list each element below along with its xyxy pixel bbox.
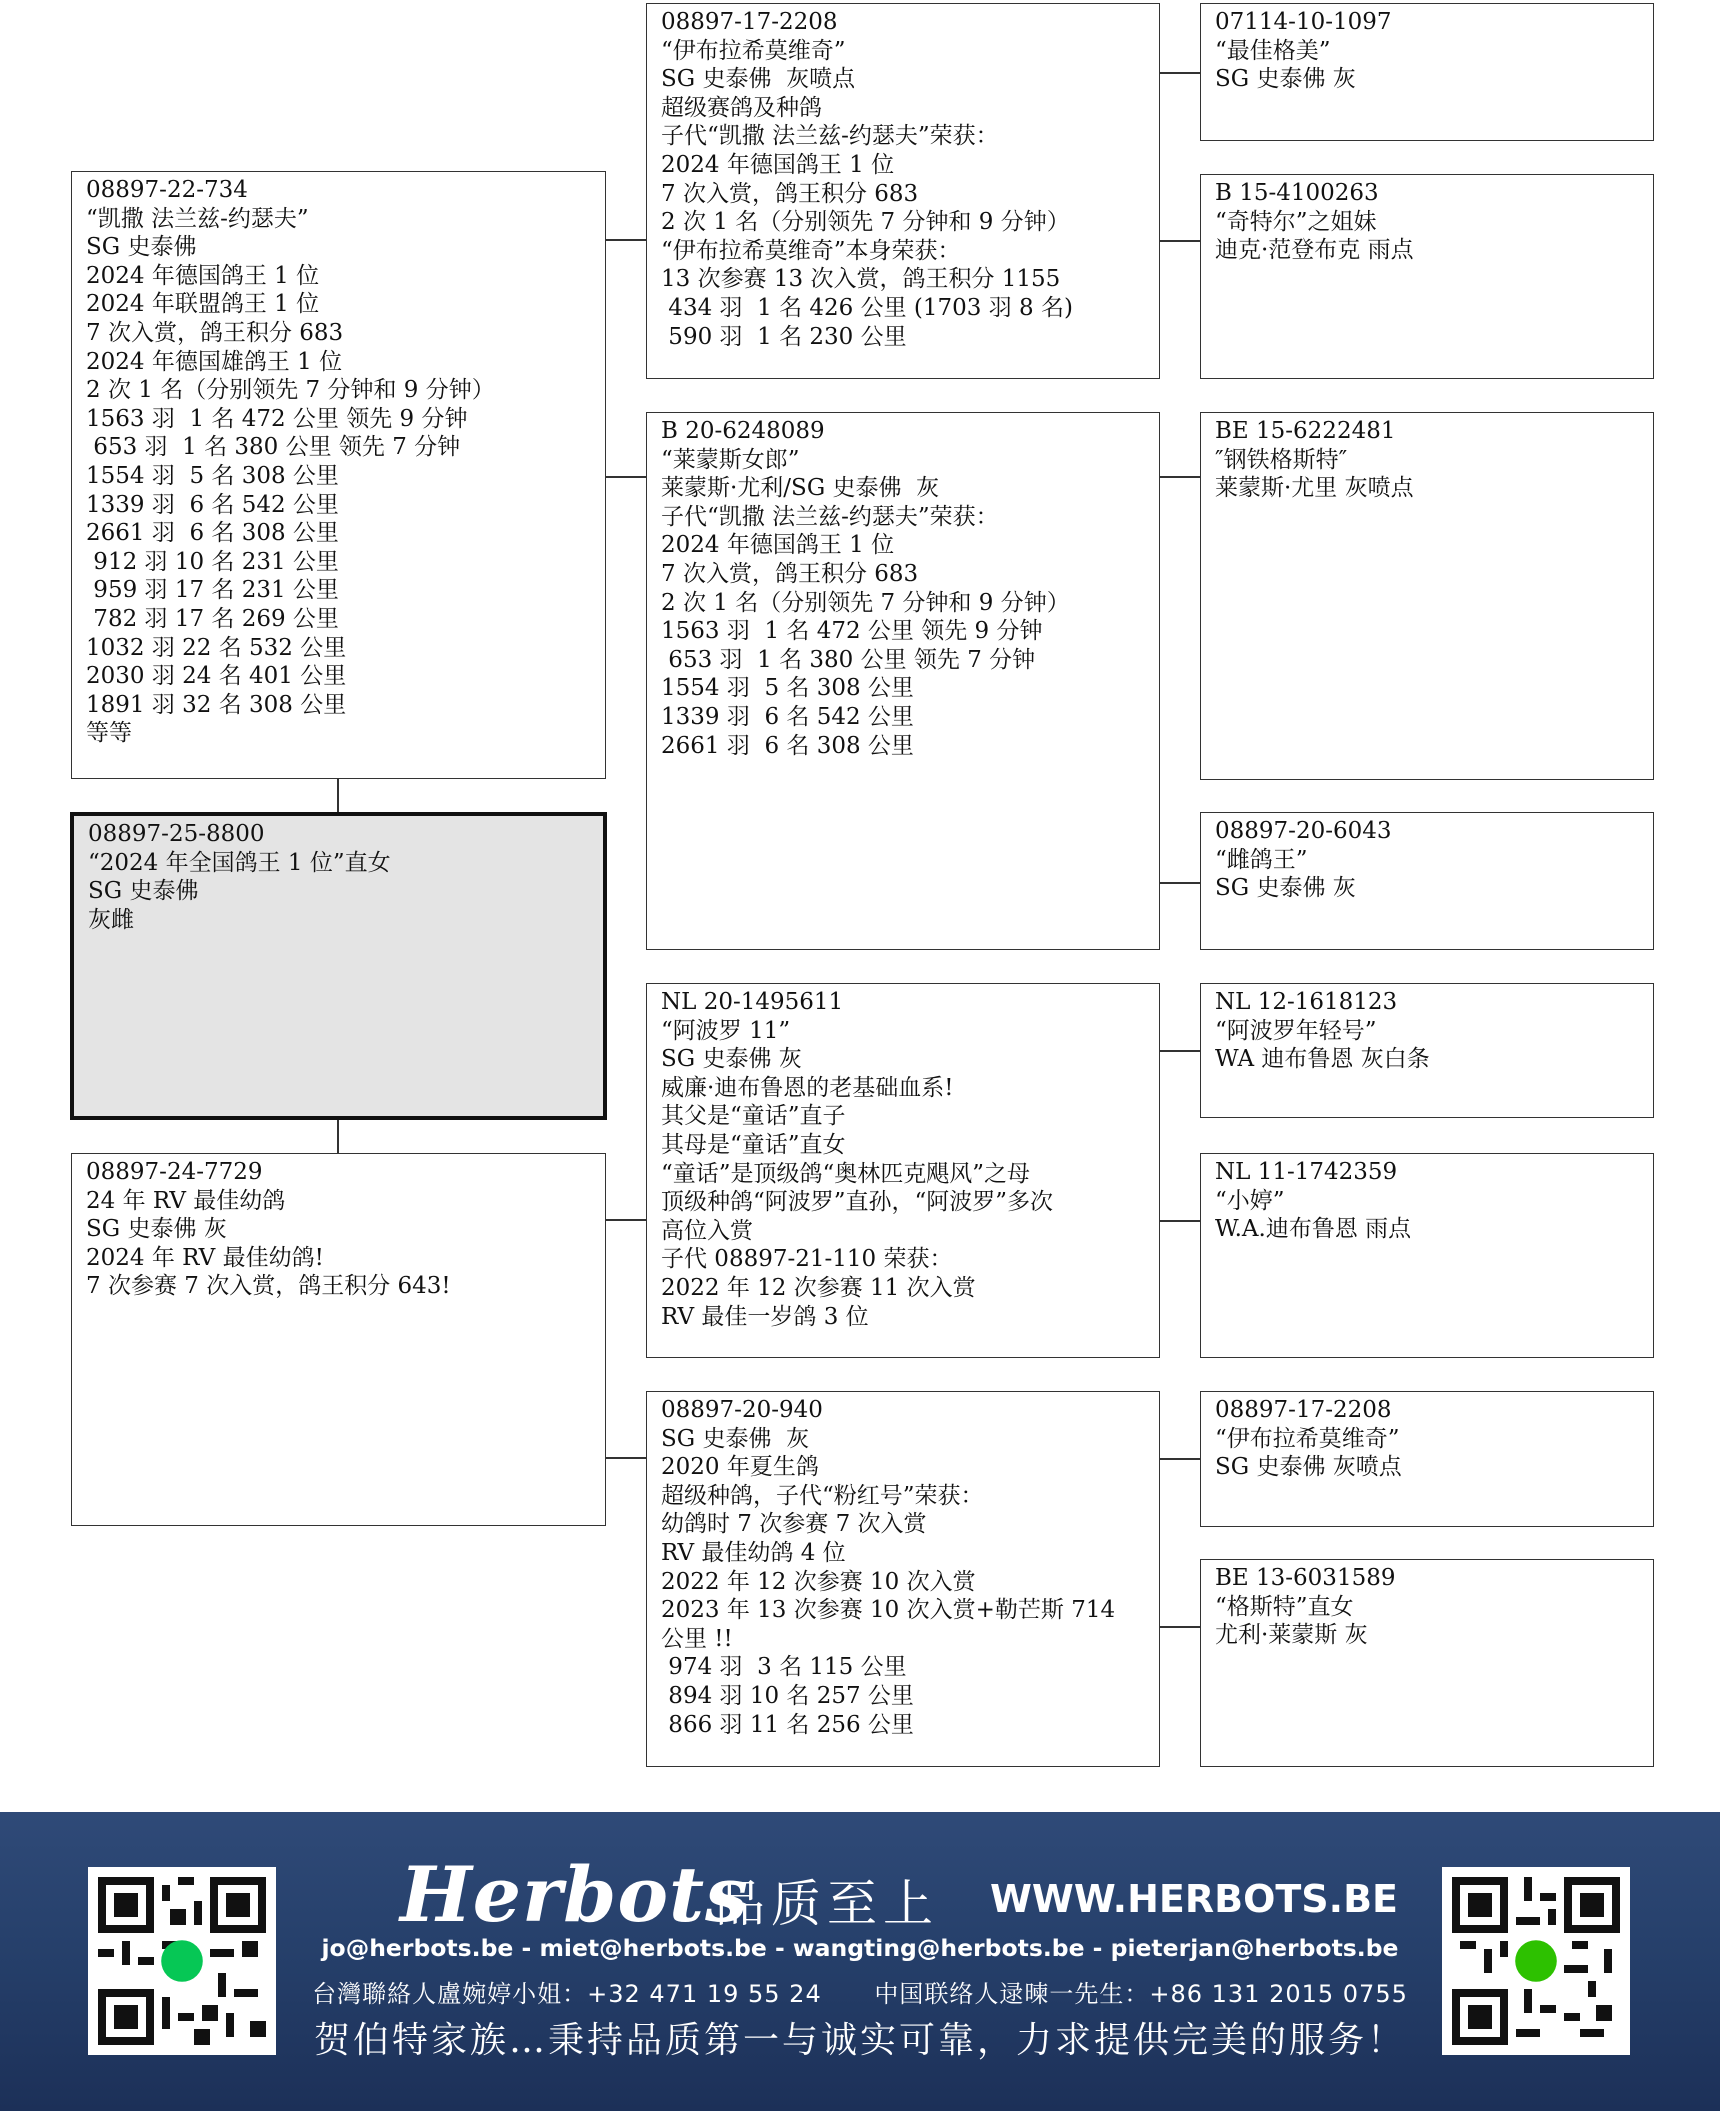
subject-card	[70, 812, 607, 1120]
pedigree-text-line: W.A.迪布鲁恩 雨点	[1215, 1216, 1412, 1243]
pedigree-text-line: 灰雌	[88, 906, 134, 933]
ggparent-card-6	[1200, 1153, 1654, 1358]
pedigree-text-line: 2 次 1 名（分别领先 7 分钟和 9 分钟）	[661, 209, 1070, 236]
dam-card	[71, 1153, 606, 1526]
pedigree-text-line: SG 史泰佛 灰	[1215, 66, 1356, 93]
herbots-logo: Herbots	[400, 1850, 749, 1939]
pedigree-text-line: SG 史泰佛	[88, 878, 199, 905]
ggparent-card-7	[1200, 1391, 1654, 1527]
ggparent-card-3	[1200, 412, 1654, 780]
pedigree-text-line: 912 羽 10 名 231 公里	[86, 548, 339, 575]
pedigree-text-line: SG 史泰佛 灰喷点	[1215, 1454, 1402, 1481]
pedigree-text-line: 1563 羽 1 名 472 公里 领先 9 分钟	[661, 618, 1043, 645]
pedigree-text-line: 08897-17-2208	[661, 9, 838, 35]
pedigree-text-line: 2024 年 RV 最佳幼鸽!	[86, 1244, 324, 1271]
pedigree-text-line: “伊布拉希莫维奇”	[1215, 1425, 1400, 1452]
pedigree-text-line: 幼鸽时 7 次参赛 7 次入赏	[661, 1511, 927, 1538]
pedigree-text-line: 其父是“童话”直子	[661, 1103, 846, 1130]
pedigree-text-line: BE 13-6031589	[1215, 1565, 1396, 1591]
ggparent-card-2	[1200, 174, 1654, 379]
pedigree-text-line: 590 羽 1 名 230 公里	[661, 323, 907, 350]
pedigree-text-line: “凯撒 法兰兹-约瑟夫”	[86, 205, 309, 232]
pedigree-text-line: NL 20-1495611	[661, 989, 844, 1015]
pedigree-text-line: 866 羽 11 名 256 公里	[661, 1711, 914, 1738]
pedigree-text-line: “格斯特”直女	[1215, 1593, 1354, 1620]
pedigree-text-line: 08897-24-7729	[86, 1159, 263, 1185]
pedigree-text-line: “童话”是顶级鸽“奥林匹克飓风”之母	[661, 1160, 1031, 1187]
pedigree-text-line: 子代 08897-21-110 荣获：	[661, 1246, 953, 1273]
pedigree-text-line: 2022 年 12 次参赛 11 次入赏	[661, 1274, 976, 1301]
pedigree-text-line: 2024 年德国雄鸽王 1 位	[86, 348, 343, 375]
pedigree-text-line: “小婷”	[1215, 1187, 1285, 1214]
pedigree-text-line: “最佳格美”	[1215, 37, 1331, 64]
pedigree-text-line: RV 最佳一岁鸽 3 位	[661, 1303, 869, 1330]
pedigree-text-line: “阿波罗 11”	[661, 1017, 791, 1044]
dam-sire-card	[646, 983, 1160, 1358]
pedigree-text-line: “2024 年全国鸽王 1 位”直女	[88, 849, 391, 876]
pedigree-text-line: 子代“凯撒 法兰兹-约瑟夫”荣获：	[661, 503, 999, 530]
pedigree-text-line: 高位入赏	[661, 1217, 753, 1244]
contact-emails[interactable]: jo@herbots.be - miet@herbots.be - wangting@herbots.be - pieterjan@herbots.be	[321, 1934, 1399, 1962]
pedigree-text-line: 08897-22-734	[86, 177, 248, 203]
pedigree-text-line: 顶级种鸽“阿波罗”直孙，“阿波罗”多次	[661, 1189, 1054, 1216]
pedigree-text-line: “伊布拉希莫维奇”本身荣获：	[661, 237, 961, 264]
pedigree-text-line: RV 最佳幼鸽 4 位	[661, 1539, 846, 1566]
connector-gg3	[1158, 476, 1201, 478]
pedigree-text-line: 2024 年德国鸽王 1 位	[661, 151, 895, 178]
pedigree-text-line: 迪克·范登布克 雨点	[1215, 237, 1414, 264]
dam-dam-card	[646, 1391, 1160, 1767]
connector-gg8	[1158, 1626, 1201, 1628]
pedigree-text-line: “雌鸽王”	[1215, 846, 1308, 873]
pedigree-text-line: 653 羽 1 名 380 公里 领先 7 分钟	[86, 434, 461, 461]
pedigree-text-line: 2022 年 12 次参赛 10 次入赏	[661, 1568, 976, 1595]
connector-dam-sire	[604, 1219, 647, 1221]
connector-gg5	[1158, 1050, 1201, 1052]
connector-dam-dam	[604, 1457, 647, 1459]
pedigree-text-line: 2 次 1 名（分别领先 7 分钟和 9 分钟）	[86, 377, 495, 404]
pedigree-text-line: 1554 羽 5 名 308 公里	[86, 462, 339, 489]
pedigree-text-line: 2024 年联盟鸽王 1 位	[86, 291, 320, 318]
sire-card	[71, 171, 606, 779]
contact-china: 中国联络人逯暕一先生：+86 131 2015 0755	[874, 1980, 1408, 2008]
sire-dam-card	[646, 412, 1160, 950]
pedigree-text-line: 1032 羽 22 名 532 公里	[86, 634, 347, 661]
pedigree-text-line: 威廉·迪布鲁恩的老基础血系!	[661, 1074, 954, 1101]
pedigree-text-line: 2024 年德国鸽王 1 位	[86, 262, 320, 289]
connector-gg7	[1158, 1458, 1201, 1460]
connector-sire-dam	[604, 476, 647, 478]
connector-sire-sire	[604, 239, 647, 241]
pedigree-text-line: 2661 羽 6 名 308 公里	[86, 520, 339, 547]
pedigree-text-line: SG 史泰佛 灰	[661, 1046, 802, 1073]
pedigree-text-line: NL 11-1742359	[1215, 1159, 1398, 1185]
connector-subject-dam	[337, 1118, 339, 1154]
pedigree-text-line: 7 次参赛 7 次入赏，鸽王积分 643!	[86, 1273, 451, 1300]
pedigree-text-line: SG 史泰佛 灰	[86, 1216, 227, 1243]
pedigree-text-line: 782 羽 17 名 269 公里	[86, 605, 339, 632]
connector-gg4	[1158, 882, 1201, 884]
pedigree-text-line: B 20-6248089	[661, 418, 825, 444]
pedigree-text-line: 1563 羽 1 名 472 公里 领先 9 分钟	[86, 405, 468, 432]
pedigree-text-line: 2 次 1 名（分别领先 7 分钟和 9 分钟）	[661, 589, 1070, 616]
pedigree-text-line: 08897-20-6043	[1215, 818, 1392, 844]
ggparent-card-4	[1200, 812, 1654, 950]
pedigree-text-line: SG 史泰佛 灰	[1215, 875, 1356, 902]
pedigree-text-line: 974 羽 3 名 115 公里	[661, 1654, 907, 1681]
brand-slogan: 品质至上	[715, 1875, 939, 1933]
pedigree-text-line: 2023 年 13 次参赛 10 次入赏+勒芒斯 714	[661, 1597, 1116, 1624]
contact-phones	[0, 1974, 1720, 2009]
connector-sire-subject	[337, 778, 339, 814]
pedigree-text-line: 莱蒙斯·尤里 灰喷点	[1215, 475, 1414, 502]
pedigree-text-line: 莱蒙斯·尤利/SG 史泰佛 灰	[661, 475, 940, 502]
pedigree-text-line: 其母是“童话”直女	[661, 1131, 846, 1158]
pedigree-text-line: B 15-4100263	[1215, 180, 1379, 206]
pedigree-text-line: 7 次入赏，鸽王积分 683	[661, 560, 919, 587]
pedigree-text-line: BE 15-6222481	[1215, 418, 1396, 444]
pedigree-text-line: 653 羽 1 名 380 公里 领先 7 分钟	[661, 646, 1036, 673]
pedigree-text-line: “阿波罗年轻号”	[1215, 1017, 1377, 1044]
pedigree-text-line: SG 史泰佛	[86, 234, 197, 261]
pedigree-text-line: 959 羽 17 名 231 公里	[86, 577, 339, 604]
connector-gg2	[1158, 240, 1201, 242]
pedigree-text-line: “伊布拉希莫维奇”	[661, 37, 846, 64]
pedigree-text-line: “莱蒙斯女郎”	[661, 446, 800, 473]
pedigree-text-line: 13 次参赛 13 次入赏，鸽王积分 1155	[661, 266, 1061, 293]
website-link[interactable]: WWW.HERBOTS.BE	[990, 1877, 1399, 1921]
ggparent-card-1	[1200, 3, 1654, 141]
pedigree-text-line: 2020 年夏生鸽	[661, 1454, 819, 1481]
pedigree-text-line: 尤利·莱蒙斯 灰	[1215, 1622, 1368, 1649]
contact-taiwan: 台灣聯絡人盧婉婷小姐：+32 471 19 55 24	[312, 1980, 822, 2008]
pedigree-text-line: 1339 羽 6 名 542 公里	[661, 703, 914, 730]
pedigree-text-line: 434 羽 1 名 426 公里 (1703 羽 8 名)	[661, 294, 1073, 321]
pedigree-text-line: 2661 羽 6 名 308 公里	[661, 732, 914, 759]
pedigree-text-line: 08897-20-940	[661, 1397, 823, 1423]
pedigree-text-line: WA 迪布鲁恩 灰白条	[1215, 1046, 1430, 1073]
pedigree-text-line: 08897-25-8800	[88, 821, 265, 847]
pedigree-text-line: 1339 羽 6 名 542 公里	[86, 491, 339, 518]
pedigree-text-line: NL 12-1618123	[1215, 989, 1398, 1015]
ggparent-card-8	[1200, 1559, 1654, 1767]
pedigree-text-line: SG 史泰佛 灰喷点	[661, 66, 856, 93]
pedigree-text-line: 子代“凯撒 法兰兹-约瑟夫”荣获：	[661, 123, 999, 150]
pedigree-text-line: 1891 羽 32 名 308 公里	[86, 691, 347, 718]
pedigree-text-line: 超级种鸽，子代“粉红号”荣获：	[661, 1482, 984, 1509]
pedigree-text-line: 7 次入赏，鸽王积分 683	[661, 180, 919, 207]
pedigree-text-line: 2024 年德国鸽王 1 位	[661, 532, 895, 559]
footer-banner	[0, 1812, 1720, 2111]
ggparent-card-5	[1200, 983, 1654, 1118]
pedigree-text-line: 2030 羽 24 名 401 公里	[86, 663, 347, 690]
pedigree-text-line: 08897-17-2208	[1215, 1397, 1392, 1423]
pedigree-text-line: 1554 羽 5 名 308 公里	[661, 675, 914, 702]
pedigree-text-line: 07114-10-1097	[1215, 9, 1392, 35]
connector-gg1	[1158, 72, 1201, 74]
pedigree-text-line: 超级赛鸽及种鸽	[661, 94, 822, 121]
pedigree-text-line: 7 次入赏，鸽王积分 683	[86, 319, 344, 346]
pedigree-text-line: ″钢铁格斯特″	[1215, 446, 1348, 473]
pedigree-text-line: 894 羽 10 名 257 公里	[661, 1682, 914, 1709]
connector-gg6	[1158, 1220, 1201, 1222]
pedigree-text-line: 24 年 RV 最佳幼鸽	[86, 1187, 286, 1214]
pedigree-text-line: 公里 !!	[661, 1625, 733, 1652]
sire-sire-card	[646, 3, 1160, 379]
pedigree-text-line: 等等	[86, 720, 132, 747]
pedigree-text-line: “奇特尔”之姐妹	[1215, 208, 1377, 235]
footer-tagline: 贺伯特家族…秉持品质第一与诚实可靠，力求提供完美的服务！	[313, 2020, 1406, 2061]
pedigree-text-line: SG 史泰佛 灰	[661, 1425, 810, 1452]
